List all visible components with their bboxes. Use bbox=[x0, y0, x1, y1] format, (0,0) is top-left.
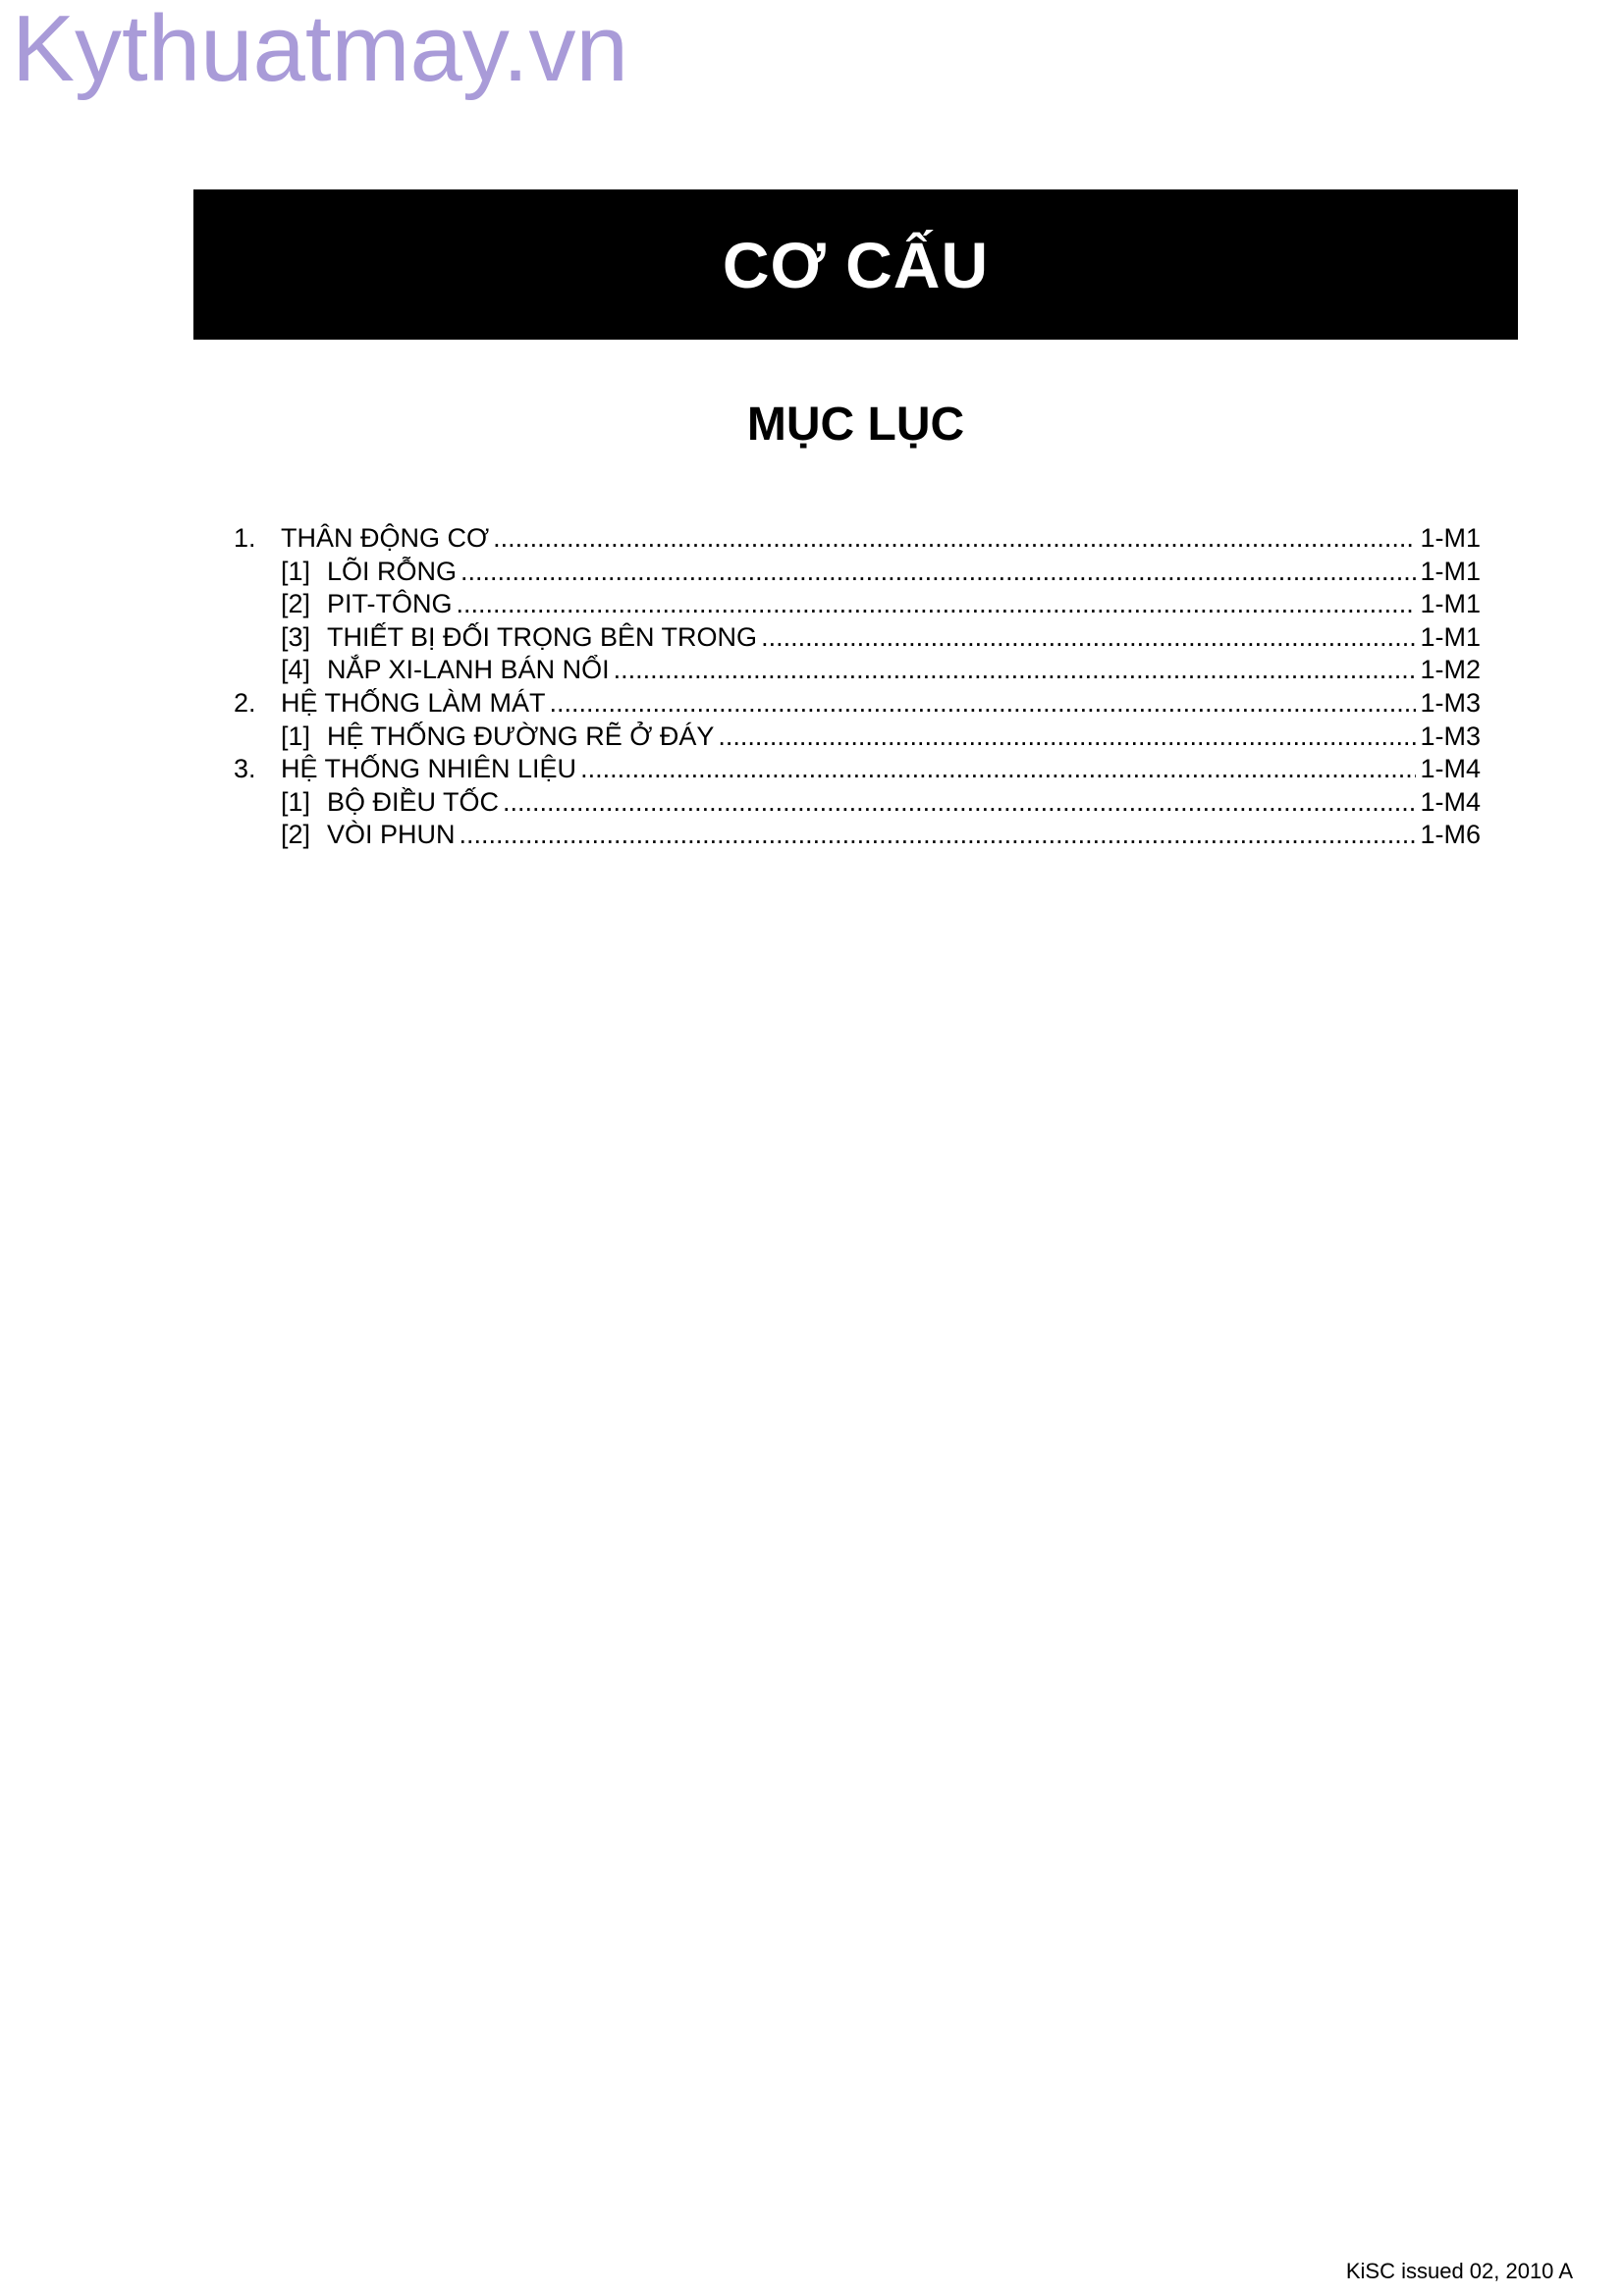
toc-subentry-title: PIT-TÔNG bbox=[327, 589, 453, 619]
chapter-banner bbox=[193, 189, 1518, 340]
table-of-contents bbox=[234, 522, 1481, 852]
dot-leader bbox=[761, 621, 1416, 655]
toc-subentry-tag: [1] bbox=[281, 786, 311, 817]
toc-entry-page: 1-M4 bbox=[1420, 754, 1481, 784]
toc-subentry-page: 1-M6 bbox=[1420, 820, 1481, 850]
toc-entry[interactable] bbox=[234, 687, 1481, 721]
dot-leader bbox=[580, 753, 1416, 786]
toc-subentry-tag: [4] bbox=[281, 655, 311, 685]
dot-leader bbox=[493, 522, 1416, 556]
toc-subentry-page: 1-M1 bbox=[1420, 556, 1481, 586]
toc-entry-title: THÂN ĐỘNG CƠ bbox=[281, 523, 490, 553]
toc-subentry[interactable] bbox=[234, 786, 1481, 820]
toc-subentry-page: 1-M4 bbox=[1420, 786, 1481, 817]
toc-subentry-title: HỆ THỐNG ĐƯỜNG RẼ Ở ĐÁY bbox=[327, 721, 715, 751]
toc-subentry-page: 1-M1 bbox=[1420, 589, 1481, 619]
toc-subentry-page: 1-M3 bbox=[1420, 721, 1481, 751]
toc-entry-number: 3. bbox=[234, 754, 256, 784]
toc-entry-page: 1-M3 bbox=[1420, 687, 1481, 718]
chapter-title: CƠ CẤU bbox=[722, 228, 990, 301]
toc-subentry[interactable] bbox=[234, 819, 1481, 852]
toc-entry-number: 2. bbox=[234, 687, 256, 718]
toc-subentry-title: NẮP XI-LANH BÁN NỔI bbox=[327, 655, 610, 685]
toc-subentry[interactable] bbox=[234, 721, 1481, 754]
dot-leader bbox=[460, 556, 1416, 589]
dot-leader bbox=[550, 687, 1417, 721]
toc-subentry-page: 1-M1 bbox=[1420, 621, 1481, 652]
toc-entry-title: HỆ THỐNG LÀM MÁT bbox=[281, 687, 546, 718]
toc-subentry[interactable] bbox=[234, 654, 1481, 687]
toc-subentry-tag: [3] bbox=[281, 621, 311, 652]
toc-subentry[interactable] bbox=[234, 588, 1481, 621]
toc-subentry-title: BỘ ĐIỀU TỐC bbox=[327, 786, 500, 817]
toc-entry-page: 1-M1 bbox=[1420, 523, 1481, 553]
dot-leader bbox=[718, 721, 1416, 754]
toc-subentry-page: 1-M2 bbox=[1420, 655, 1481, 685]
dot-leader bbox=[460, 819, 1417, 852]
toc-subentry-title: VÒI PHUN bbox=[327, 820, 456, 850]
watermark-logo: Kythuatmay.vn bbox=[12, 0, 628, 101]
dot-leader bbox=[614, 654, 1417, 687]
toc-entry[interactable] bbox=[234, 753, 1481, 786]
toc-heading: MỤC LỤC bbox=[746, 399, 965, 451]
toc-subentry-tag: [2] bbox=[281, 589, 311, 619]
toc-subentry[interactable] bbox=[234, 556, 1481, 589]
toc-entry-number: 1. bbox=[234, 523, 256, 553]
toc-subentry-tag: [1] bbox=[281, 721, 311, 751]
toc-subentry-tag: [1] bbox=[281, 556, 311, 586]
toc-subentry[interactable] bbox=[234, 621, 1481, 655]
toc-entry[interactable] bbox=[234, 522, 1481, 556]
toc-subentry-tag: [2] bbox=[281, 820, 311, 850]
toc-entry-title: HỆ THỐNG NHIÊN LIỆU bbox=[281, 754, 577, 784]
toc-subentry-title: LÕI RỖNG bbox=[327, 556, 458, 586]
dot-leader bbox=[503, 786, 1416, 820]
toc-subentry-title: THIẾT BỊ ĐỐI TRỌNG BÊN TRONG bbox=[327, 621, 758, 652]
footer-issue-note: KiSC issued 02, 2010 A bbox=[1345, 2259, 1573, 2283]
dot-leader bbox=[457, 588, 1417, 621]
